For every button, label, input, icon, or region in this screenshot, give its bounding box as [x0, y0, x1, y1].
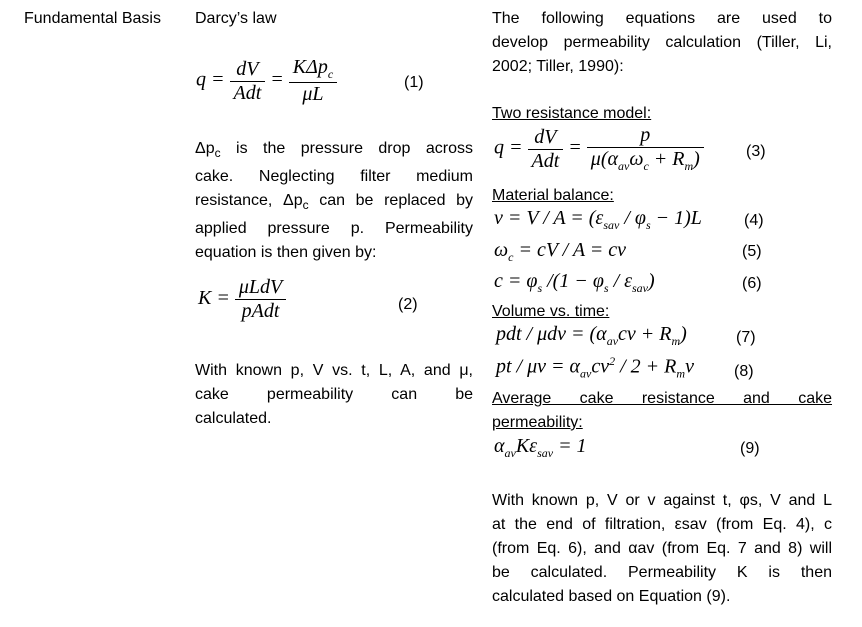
paragraph-1: $\Delta p_c$ is the pressure drop across cake. Neglecting filter medium resistance, $\Delta p_c$ can be replaced by applied pressure p. Permeability equation is then given by:: [195, 140, 473, 262]
darcy-title: Darcy’s law: [195, 10, 277, 27]
equation-6: $c = \varphi_s$ $/(1 - \varphi_s / \varepsilon_{sav})$: [494, 270, 655, 295]
row-label: Fundamental Basis: [24, 10, 161, 27]
heading-volume-time: Volume vs. time:: [492, 303, 610, 320]
equation-8-number: (8): [734, 363, 754, 380]
equation-3: q = $\frac{dV}{\text{Adt}}$ = $\frac{p}{\mu(\alpha_{av}\omega_c + R_m)}$: [494, 124, 704, 174]
final-paragraph: With known p, V or v against t, φs, V and L at the end of filtration, εsav (from Eq. 4), c (from Eq. 6), and αav (from Eq. 7 and 8) will be calculated. Permeability K is then calculated based on Equation (9).: [492, 492, 832, 605]
equation-8: pt / $\mu v = \alpha_{av}cv^2 / 2 + R_mv$: [496, 354, 694, 381]
equation-6-number: (6): [742, 275, 762, 292]
equation-9-number: (9): [740, 440, 760, 457]
equation-5: $\omega_c$ = cV / A = cv: [494, 239, 626, 264]
heading-material-balance: Material balance:: [492, 187, 614, 204]
intro-paragraph: The following equations are used to develop permeability calculation (Tiller, Li, 2002; Tiller, 1990):: [492, 10, 832, 75]
equation-9: $\alpha_{av}K\varepsilon_{sav} = 1$: [494, 435, 587, 460]
equation-5-number: (5): [742, 243, 762, 260]
equation-4: $v = V / A = (\varepsilon_{sav} / \varphi_s - 1)L$: [494, 207, 702, 232]
paragraph-2: With known p, V vs. t, L, A, and μ, cake permeability can be calculated.: [195, 362, 473, 427]
equation-2: K = $\frac{\text{μLdV}}{\text{pAdt}}$: [198, 276, 286, 323]
heading-two-resistance: Two resistance model:: [492, 105, 652, 122]
equation-1-number: (1): [404, 74, 424, 91]
equation-7-number: (7): [736, 329, 756, 346]
equation-2-number: (2): [398, 296, 418, 313]
equation-7: pdt / $\mu dv = (\alpha_{av}cv + R_m)$: [496, 323, 687, 348]
equation-3-number: (3): [746, 143, 766, 160]
equation-1: q = $\frac{dV}{\text{Adt}}$ = $\frac{K\Delta p_c}{\mu L}$: [196, 56, 337, 106]
equation-4-number: (4): [744, 212, 764, 229]
heading-average-resistance: Average cake resistance and cake permeability:: [492, 390, 832, 431]
